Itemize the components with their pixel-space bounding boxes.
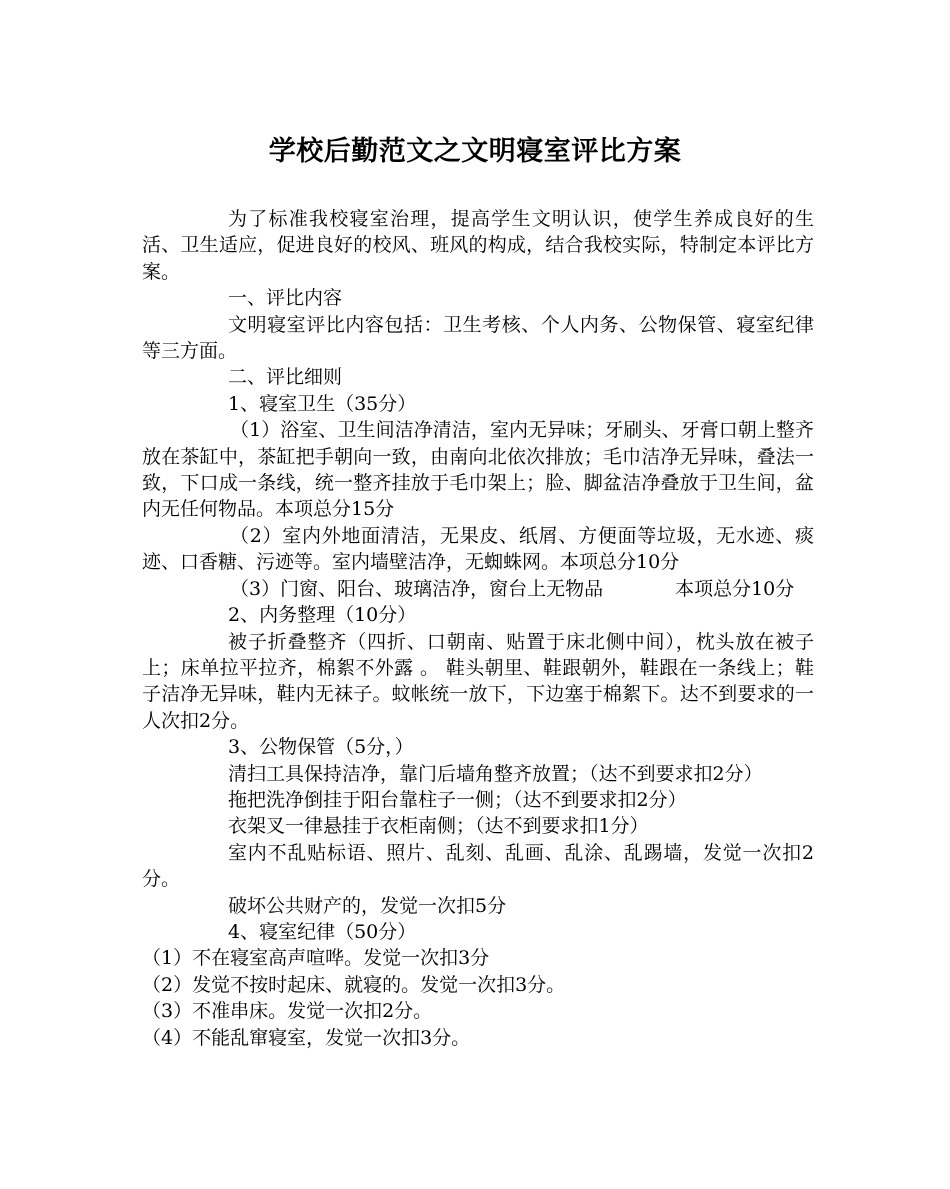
subsection-heading-housekeeping: 2、内务整理（10分） [228, 604, 417, 627]
discipline-item-4: （4）不能乱窜寝室，发觉一次扣3分。 [142, 1026, 471, 1049]
document-body [142, 206, 814, 1051]
hygiene-item-3 [142, 576, 814, 602]
discipline-item-3: （3）不准串床。发觉一次扣2分。 [142, 1000, 433, 1023]
discipline-item-1: （1）不在寝室高声喧哗。发觉一次扣3分 [142, 947, 490, 970]
housekeeping-paragraph: 被子折叠整齐（四折、口朝南、贴置于床北侧中间），枕头放在被子上；床单拉平拉齐，棉絮不外露 。 鞋头朝里、鞋跟朝外，鞋跟在一条线上；鞋子洁净无异味，鞋内无袜子。蚊帐统一放下，下边塞于棉絮下。达不到要求的一人次扣2分。 [142, 630, 814, 732]
section-heading-rules: 二、评比细则 [228, 366, 343, 389]
document-title: 学校后勤范文之文明寝室评比方案 [268, 136, 682, 167]
hygiene-item-3-text: （3）门窗、阳台、玻璃洁净，窗台上无物品 [230, 577, 604, 600]
section-content-paragraph: 文明寝室评比内容包括：卫生考核、个人内务、公物保管、寝室纪律等三方面。 [142, 313, 814, 363]
hygiene-item-1: （1）浴室、卫生间洁净清洁，室内无异味；牙刷头、牙膏口朝上整齐放在茶缸中，茶缸把手朝向一致，由南向北依次排放；毛巾洁净无异味，叠法一致，下口成一条线，统一整齐挂放于毛巾架上；脸、脚盆洁净叠放于卫生间，盆内无任何物品。本项总分15分 [142, 419, 814, 521]
property-item-3: 衣架叉一律悬挂于衣柜南侧；（达不到要求扣1分） [228, 815, 649, 838]
hygiene-item-2: （2）室内外地面清洁，无果皮、纸屑、方便面等垃圾，无水迹、痰迹、口香糖、污迹等。室内墙壁洁净，无蜘蛛网。本项总分10分 [142, 524, 814, 574]
property-item-4: 室内不乱贴标语、照片、乱刻、乱画、乱涂、乱踢墙，发觉一次扣2分。 [142, 841, 814, 891]
section-heading-content: 一、评比内容 [228, 287, 343, 310]
intro-paragraph: 为了标准我校寝室治理，提高学生文明认识，使学生养成良好的生活、卫生适应，促进良好的校风、班风的构成，结合我校实际，特制定本评比方案。 [142, 208, 814, 283]
hygiene-item-3-score: 本项总分10分 [675, 577, 795, 600]
subsection-heading-hygiene: 1、寝室卫生（35分） [228, 392, 417, 415]
property-item-1: 清扫工具保持洁净，靠门后墙角整齐放置；（达不到要求扣2分） [228, 762, 763, 785]
discipline-item-2: （2）发觉不按时起床、就寝的。发觉一次扣3分。 [142, 973, 566, 996]
property-item-5: 破坏公共财产的，发觉一次扣5分 [228, 894, 507, 917]
subsection-heading-discipline: 4、寝室纪律（50分） [228, 920, 417, 943]
property-item-2: 拖把洗净倒挂于阳台靠柱子一侧；（达不到要求扣2分） [228, 788, 687, 811]
subsection-heading-property: 3、公物保管（5分，） [228, 736, 414, 759]
